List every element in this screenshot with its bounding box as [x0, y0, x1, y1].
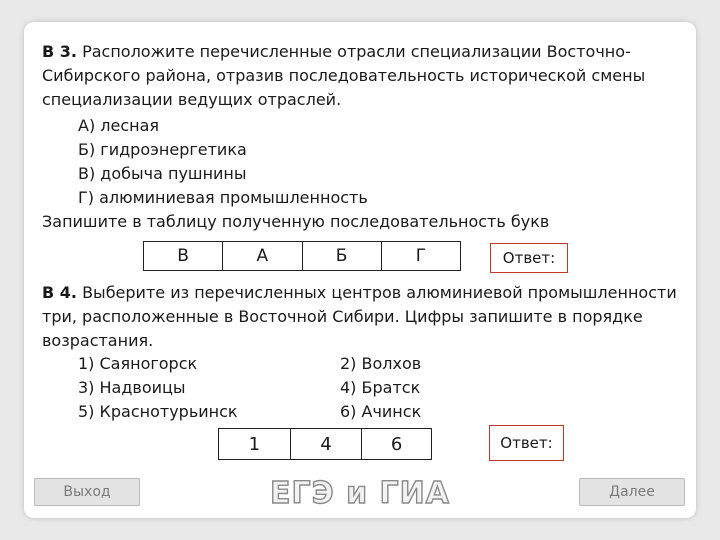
q3-answer-table[interactable]: [143, 241, 461, 271]
logo-text: ЕГЭ и ГИА: [270, 476, 450, 511]
q4-answer-cell-2[interactable]: 4: [291, 429, 363, 459]
q3-answer-cell-4[interactable]: Г: [415, 246, 427, 266]
q3-option-b: Б) гидроэнергетика: [78, 140, 247, 159]
q3-line2: Сибирского района, отразив последовательность исторической смены: [42, 66, 646, 85]
ege-gia-logo: [270, 472, 450, 512]
q4-text-1: Выберите из перечисленных центров алюминиевой промышленности: [82, 283, 677, 302]
q3-text-1: Расположите перечисленные отрасли специализации Восточно-: [82, 42, 631, 61]
q3-answer-cell-1[interactable]: В: [144, 242, 223, 270]
q3-answer-button[interactable]: Ответ:: [490, 243, 568, 273]
next-button[interactable]: Далее: [579, 478, 685, 506]
q3-instruction: Запишите в таблицу полученную последовательность букв: [42, 212, 550, 231]
q4-answer-table[interactable]: [218, 428, 432, 460]
q3-line3: специализации ведущих отраслей.: [42, 90, 342, 109]
q4-line1: [42, 281, 677, 305]
q4-option-5: 5) Краснотурьинск: [78, 402, 238, 421]
q4-option-6: 6) Ачинск: [340, 402, 422, 421]
exit-button[interactable]: Выход: [34, 478, 140, 506]
q3-line1: [42, 40, 631, 64]
q3-answer-cell-2[interactable]: А: [223, 242, 302, 270]
q4-option-4: 4) Братск: [340, 378, 421, 397]
q4-option-1: 1) Саяногорск: [78, 354, 198, 373]
q4-answer-cell-1[interactable]: 1: [219, 429, 291, 459]
q3-option-g: Г) алюминиевая промышленность: [78, 188, 368, 207]
q4-option-2: 2) Волхов: [340, 354, 422, 373]
q4-line3: возрастания.: [42, 331, 154, 350]
q4-number: В 4.: [42, 283, 77, 302]
q4-answer-button[interactable]: Ответ:: [489, 425, 564, 461]
q3-option-v: В) добыча пушнины: [78, 164, 247, 183]
q3-number: В 3.: [42, 42, 77, 61]
q4-answer-cell-3[interactable]: 6: [390, 433, 403, 455]
q4-option-3: 3) Надвоицы: [78, 378, 186, 397]
q4-line2: три, расположенные в Восточной Сибири. Цифры запишите в порядке: [42, 307, 643, 326]
q3-option-a: А) лесная: [78, 116, 160, 135]
q3-answer-cell-3[interactable]: Б: [303, 242, 382, 270]
